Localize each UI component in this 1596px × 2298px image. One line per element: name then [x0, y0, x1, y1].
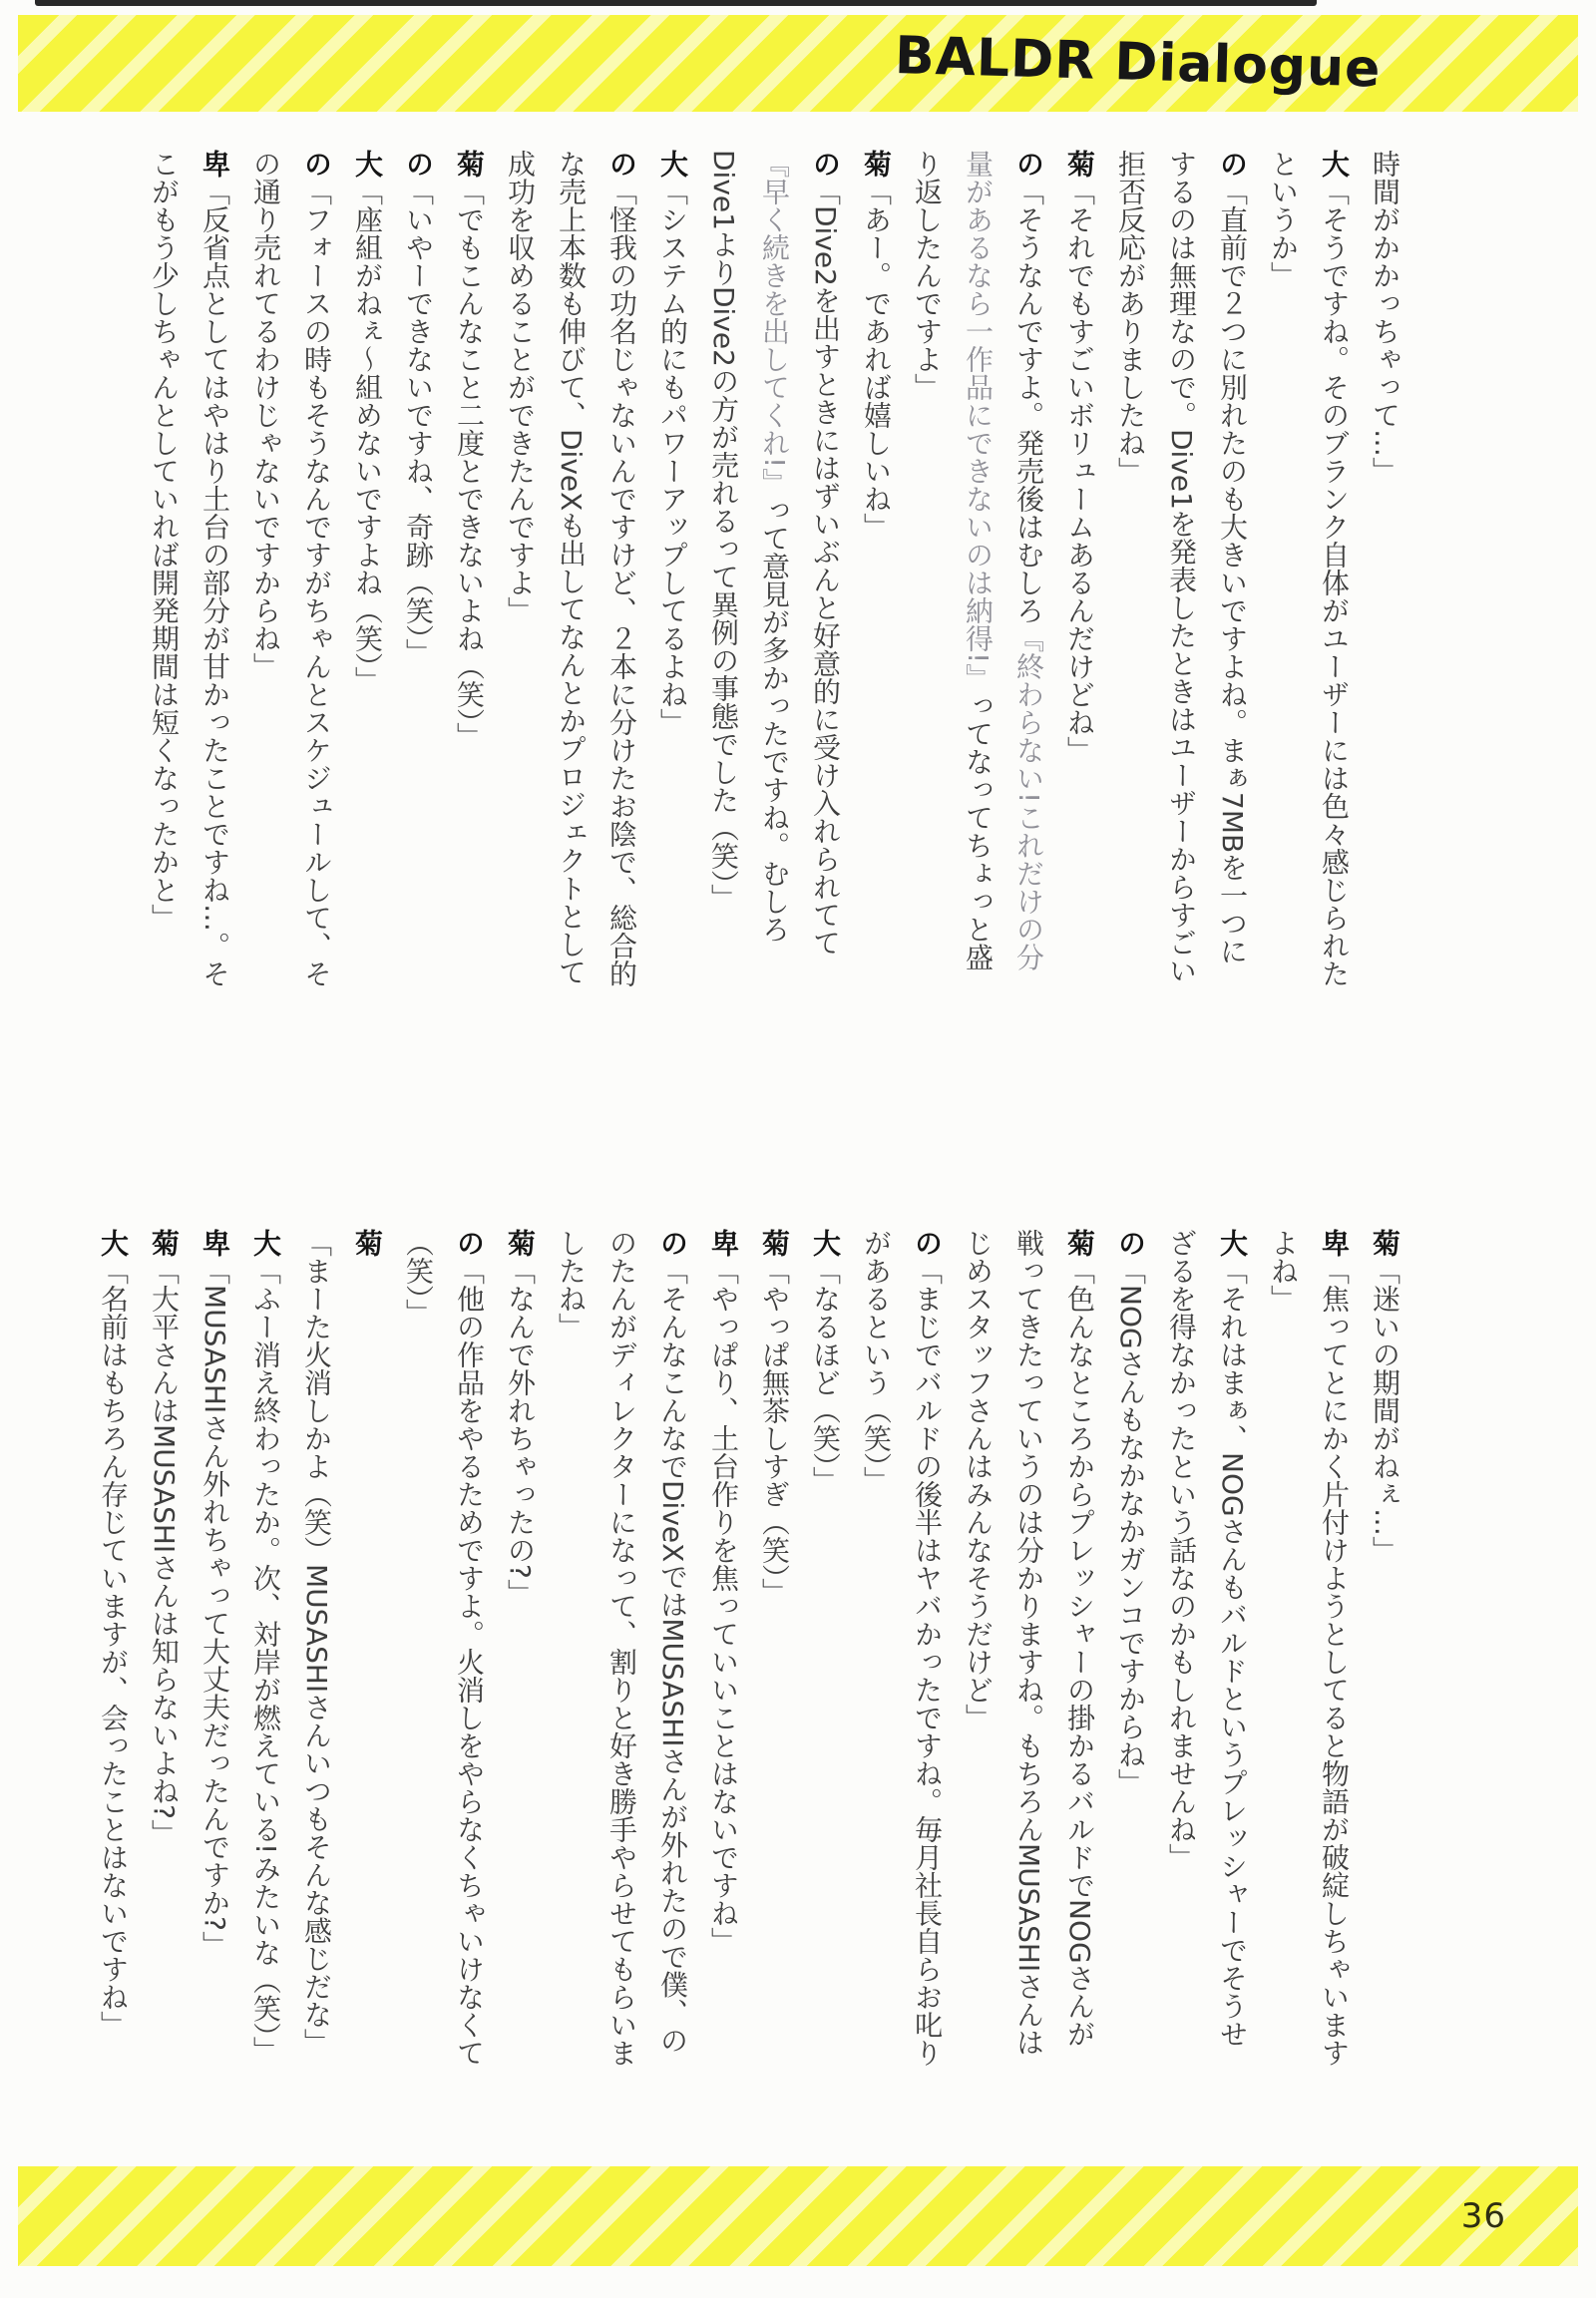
- dialogue-utterance: [190, 1229, 240, 2072]
- dialogue-utterance: [139, 150, 240, 992]
- speaker-label: の: [402, 150, 435, 178]
- dialogue-block-bottom: [88, 1229, 1410, 2072]
- utterance-text: 「座組がねぇ〜組めないですよね（笑）」: [351, 178, 384, 694]
- utterance-text: 「NOGさんもなかなかガンコですからね」: [1114, 1257, 1147, 1796]
- utterance-text: 「やっぱ無茶しすぎ（笑）」: [758, 1257, 791, 1606]
- speaker-label: 菊: [1369, 1229, 1401, 1257]
- speaker-label: 菊: [1063, 150, 1096, 178]
- utterance-text: 「そうですね。そのブランク自体がユーザーには色々感じられたというか」: [1267, 150, 1351, 987]
- utterance-text: 「でもこんなこと二度とできないよね（笑）」: [453, 178, 486, 750]
- utterance-text: 「MUSASHIさん外れちゃって大丈夫だったんですか?」: [199, 1257, 231, 1960]
- speaker-label: 卑: [199, 1229, 231, 1257]
- speaker-label: 菊: [148, 1229, 181, 1257]
- speaker-label: の: [656, 1229, 689, 1257]
- dialogue-utterance: [342, 150, 393, 992]
- speaker-label: 大: [351, 150, 384, 178]
- dialogue-utterance: [698, 150, 851, 992]
- utterance-text: 「いやーできないですね、奇跡（笑）」: [402, 178, 435, 666]
- dialogue-utterance: [698, 1229, 749, 2072]
- utterance-text: 「名前はもちろん存じていますが、会ったことはないですね」: [97, 1257, 130, 2039]
- speaker-label: の: [605, 150, 638, 178]
- dialogue-utterance: [851, 1229, 953, 2072]
- dialogue-utterance: [851, 150, 902, 992]
- utterance-text: 時間がかかっちゃって…」: [1369, 150, 1401, 485]
- speaker-label: 卑: [199, 150, 231, 178]
- speaker-label: 大: [656, 150, 689, 178]
- header-banner: [18, 15, 1578, 112]
- utterance-text: 「直前で２つに別れたのも大きいですよね。まぁ7MBを一つにするのは無理なので。Dive1を発表したときはユーザーからすごい拒否反応がありましたね」: [1114, 150, 1249, 984]
- speaker-label: の: [300, 150, 333, 178]
- speaker-label: の: [1114, 1229, 1147, 1257]
- dialogue-utterance: [953, 1229, 1105, 2072]
- speaker-label: 大: [249, 1229, 282, 1257]
- dialogue-utterance: [240, 150, 342, 992]
- speaker-label: の: [1012, 150, 1045, 178]
- dialogue-utterance: [495, 1229, 546, 2072]
- utterance-text: 「まじでバルドの後半はヤバかったですね。毎月社長自らお叱りがあるという（笑）」: [860, 1229, 944, 2067]
- dialogue-utterance: [444, 150, 495, 992]
- utterance-text: 「色んなところからプレッシャーの掛かるバルドでNOGさんが戦ってきたっていうのは分かりますね。もちろんMUSASHIさんはじめスタッフさんはみんなそうだけど」: [962, 1229, 1096, 2057]
- utterance-text: 「それでもすごいボリュームあるんだけどね」: [1063, 178, 1096, 764]
- speaker-label: の: [453, 1229, 486, 1257]
- dialogue-utterance: [800, 1229, 851, 2072]
- utterance-text: 「怪我の功名じゃないんですけど、２本に分けたお陰で、総合的な売上本数も伸びて、DiveXも出してなんとかプロジェクトとして成功を収めることができたんですよ」: [504, 150, 638, 987]
- utterance-text: 「Dive2を出すときにはずいぶんと好意的に受け入れられてて: [809, 178, 842, 957]
- dialogue-utterance: [139, 1229, 190, 2072]
- utterance-text: 「あー。であれば嬉しいね」: [860, 178, 893, 541]
- utterance-text: 「焦ってとにかく片付けようとしてると物語が破綻しちゃいますよね」: [1267, 1229, 1351, 2067]
- speaker-label: 卑: [1318, 1229, 1351, 1257]
- dialogue-utterance: [749, 1229, 800, 2072]
- speaker-label: 菊: [1063, 1229, 1096, 1257]
- dialogue-utterance: [291, 1229, 393, 2072]
- speaker-label: 大: [1318, 150, 1351, 178]
- dialogue-utterance: [647, 150, 698, 992]
- emphasized-quote: 『終わらない!これだけの分量があるなら一作品にできないのは納得!』: [962, 150, 1045, 971]
- speaker-label: の: [809, 150, 842, 178]
- speaker-label: 菊: [351, 1229, 384, 1257]
- utterance-text: 「なるほど（笑）」: [809, 1257, 842, 1494]
- utterance-text: 「そうなんですよ。発売後はむしろ: [1012, 178, 1045, 624]
- speaker-label: 大: [809, 1229, 842, 1257]
- utterance-text: 「それはまぁ、NOGさんもバルドというプレッシャーでそうせざるを得なかったという話なのかもしれませんね」: [1165, 1229, 1249, 2048]
- utterance-text: 「なんで外れちゃったの?」: [504, 1257, 537, 1607]
- speaker-label: 卑: [707, 1229, 740, 1257]
- utterance-text: 「フォースの時もそうなんですがちゃんとスケジュールして、その通り売れてるわけじゃないですからね」: [249, 150, 333, 987]
- speaker-label: 菊: [504, 1229, 537, 1257]
- utterance-text: 「大平さんはMUSASHIさんは知らないよね?」: [148, 1257, 181, 1848]
- dialogue-utterance: [1054, 150, 1105, 992]
- dialogue-utterance: [1156, 1229, 1258, 2072]
- emphasized-quote: 『早く続きを出してくれ!』: [758, 150, 791, 497]
- speaker-label: の: [1216, 150, 1249, 178]
- utterance-text: 「他の作品をやるためですよ。火消しをやらなくちゃいけなくて（笑）」: [402, 1229, 486, 2067]
- dialogue-utterance: [1258, 1229, 1360, 2072]
- dialogue-utterance: [546, 1229, 698, 2072]
- utterance-text: ってなってちょっと盛り返したんですよ」: [911, 150, 995, 971]
- utterance-text: 「まーた火消しかよ（笑）MUSASHIさんいつもそんな感じだな」: [300, 1229, 333, 2057]
- dialogue-block-top: [139, 150, 1410, 992]
- dialogue-utterance: [1105, 1229, 1156, 2072]
- speaker-label: 菊: [758, 1229, 791, 1257]
- dialogue-utterance: [495, 150, 647, 992]
- speaker-label: の: [911, 1229, 944, 1257]
- page-title: BALDR Dialogue: [893, 25, 1382, 100]
- utterance-text: 「反省点としてはやはり土台の部分が甘かったことですね…。そこがもう少しちゃんとしていれば開発期間は短くなったかと」: [148, 150, 231, 987]
- utterance-text: 「迷いの期間がねぇ…」: [1369, 1257, 1401, 1564]
- dialogue-utterance: [88, 1229, 139, 2072]
- dialogue-utterance: [1258, 150, 1360, 992]
- utterance-text: 「そんなこんなでDiveXではMUSASHIさんが外れたので僕、ののたんがディレクターになって、割りと好き勝手やらせてもらいましたね」: [555, 1229, 689, 2067]
- footer-banner: [18, 2166, 1578, 2266]
- speaker-label: 大: [97, 1229, 130, 1257]
- utterance-text: 「やっぱり、土台作りを焦っていいことはないですね」: [707, 1257, 740, 1955]
- dialogue-utterance: [1105, 150, 1258, 992]
- speaker-label: 菊: [453, 150, 486, 178]
- page-number: 36: [1460, 2196, 1506, 2236]
- dialogue-utterance: [902, 150, 1054, 992]
- dialogue-utterance: [240, 1229, 291, 2072]
- utterance-text: 「システム的にもパワーアップしてるよね」: [656, 178, 689, 736]
- utterance-text: って意見が多かったですね。むしろDive1よりDive2の方が売れるって異例の事態でした（笑）」: [707, 150, 791, 944]
- dialogue-utterance: [1360, 1229, 1410, 2072]
- dialogue-utterance: [1360, 150, 1410, 992]
- speaker-label: 菊: [860, 150, 893, 178]
- scan-edge-line: [35, 0, 1317, 6]
- utterance-text: 「ふー消え終わったか。次、対岸が燃えている!みたいな（笑）」: [249, 1257, 282, 2065]
- speaker-label: 大: [1216, 1229, 1249, 1257]
- dialogue-utterance: [393, 150, 444, 992]
- dialogue-utterance: [393, 1229, 495, 2072]
